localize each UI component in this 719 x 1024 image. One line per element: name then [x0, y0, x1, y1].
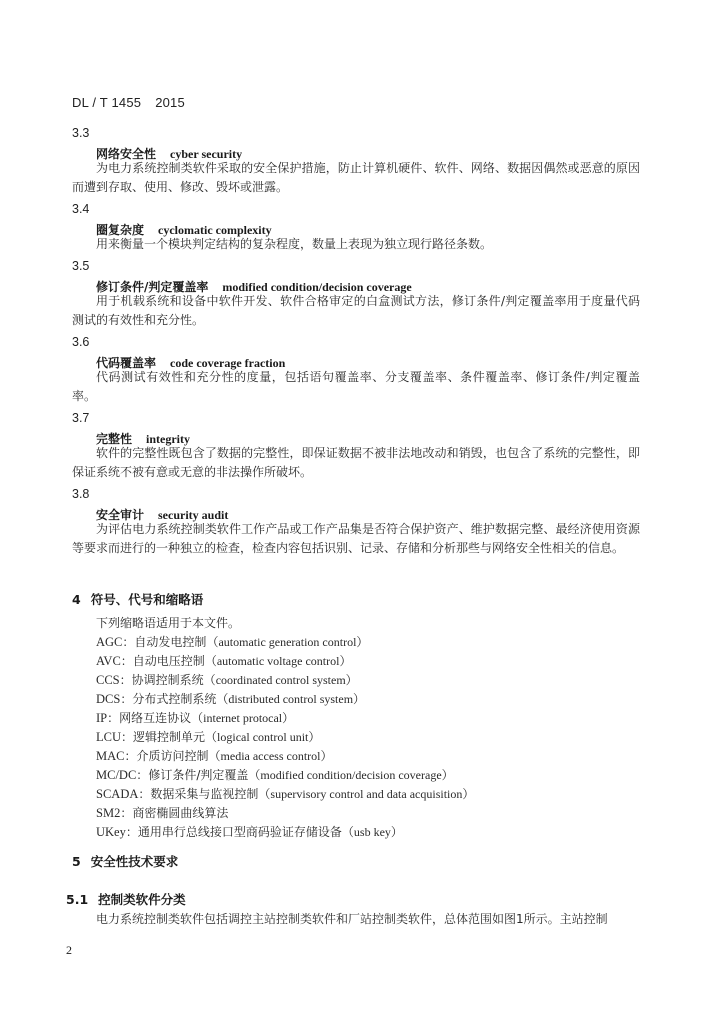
- term-en: modified condition/decision coverage: [222, 280, 412, 294]
- abbr-en: automatic voltage control: [216, 654, 340, 668]
- list-item: AGC：自动发电控制（automatic generation control）: [96, 635, 369, 649]
- abbr-cn: 分布式控制系统: [132, 692, 217, 706]
- abbr-cn: 商密椭圆曲线算法: [132, 806, 229, 820]
- standard-year: 2015: [155, 95, 185, 110]
- list-item: DCS：分布式控制系统（distributed control system）: [96, 692, 366, 706]
- list-item: SCADA：数据采集与监视控制（supervisory control and data acquisition）: [96, 787, 475, 801]
- term-definition: 为电力系统控制类软件采取的安全保护措施，防止计算机硬件、软件、网络、数据因偶然或恶意的原因而遭到存取、使用、修改、毁坏或泄露。: [72, 161, 640, 194]
- term-definition: 为评估电力系统控制类软件工作产品或工作产品集是否符合保护资产、维护数据完整、最经济使用资源等要求而进行的一种独立的检查，检查内容包括识别、记录、存储和分析那些与网络安全性相关的信息。: [72, 522, 640, 555]
- list-item: AVC：自动电压控制（automatic voltage control）: [96, 654, 352, 668]
- abbr-cn: 自动发电控制: [134, 635, 207, 649]
- term-en: integrity: [146, 432, 191, 446]
- term-cn: 修订条件/判定覆盖率: [96, 280, 209, 294]
- abbr-en: automatic generation control: [218, 635, 357, 649]
- abbr-en: coordinated control system: [215, 673, 346, 687]
- abbr-code: IP: [96, 711, 108, 725]
- section-number: 4: [72, 592, 81, 607]
- abbr-cn: 数据采集与监视控制: [150, 787, 259, 801]
- section-heading: [72, 852, 178, 870]
- list-item: SM2：商密椭圆曲线算法: [96, 806, 229, 820]
- abbr-en: media access control: [220, 749, 321, 763]
- section-title: 控制类软件分类: [98, 892, 186, 907]
- abbr-code: MAC: [96, 749, 125, 763]
- term-cn: 完整性: [96, 432, 133, 446]
- standard-number: DL / T 1455: [72, 95, 142, 110]
- list-item: CCS：协调控制系统（coordinated control system）: [96, 673, 358, 687]
- abbr-cn: 协调控制系统: [131, 673, 204, 687]
- abbreviation-list: [96, 633, 474, 842]
- abbr-code: MC/DC: [96, 768, 137, 782]
- term-number: 3.4: [72, 202, 90, 216]
- term-cn: 安全审计: [96, 508, 145, 522]
- list-item: MAC：介质访问控制（media access control）: [96, 749, 333, 763]
- abbr-code: LCU: [96, 730, 121, 744]
- term-number: 3.5: [72, 259, 90, 273]
- page-number: 2: [66, 943, 72, 957]
- list-item: IP：网络互连协议（internet protocal）: [96, 711, 295, 725]
- subsection-heading: [66, 890, 186, 908]
- abbr-en: internet protocal: [203, 711, 283, 725]
- list-item: UKey：通用串行总线接口型商码验证存储设备（usb key）: [96, 825, 403, 839]
- section-title: 安全性技术要求: [90, 854, 179, 869]
- term-definition: 代码测试有效性和充分性的度量，包括语句覆盖率、分支覆盖率、条件覆盖率、修订条件/判定覆盖率。: [72, 370, 640, 403]
- page-header: [72, 95, 185, 110]
- term-cn: 圈复杂度: [96, 223, 145, 237]
- abbr-en: logical control unit: [217, 730, 309, 744]
- abbr-cn: 逻辑控制单元: [133, 730, 206, 744]
- term-en: cyclomatic complexity: [158, 223, 272, 237]
- term-number: 3.6: [72, 335, 90, 349]
- abbr-en: supervisory control and data acquisition: [270, 787, 463, 801]
- section-intro: 下列缩略语适用于本文件。: [96, 616, 241, 630]
- abbr-code: CCS: [96, 673, 120, 687]
- abbr-en: distributed control system: [228, 692, 354, 706]
- list-item: MC/DC：修订条件/判定覆盖（modified condition/decision coverage）: [96, 768, 454, 782]
- section-number: 5: [72, 854, 81, 869]
- abbr-code: DCS: [96, 692, 121, 706]
- term-cn: 代码覆盖率: [96, 356, 157, 370]
- term-definition: 软件的完整性既包含了数据的完整性，即保证数据不被非法地改动和销毁，也包含了系统的完整性，即保证系统不被有意或无意的非法操作所破坏。: [72, 446, 640, 479]
- term-en: code coverage fraction: [170, 356, 286, 370]
- section-heading: [72, 590, 203, 608]
- abbr-code: SM2: [96, 806, 121, 820]
- term-en: cyber security: [170, 147, 243, 161]
- abbr-cn: 网络互连协议: [119, 711, 192, 725]
- section-number: 5.1: [66, 892, 89, 907]
- abbr-en: modified condition/decision coverage: [260, 768, 442, 782]
- abbr-cn: 修订条件/判定覆盖: [148, 768, 249, 782]
- term-definition: 用于机载系统和设备中软件开发、软件合格审定的白盒测试方法，修订条件/判定覆盖率用于度量代码测试的有效性和充分性。: [72, 294, 640, 327]
- term-cn: 网络安全性: [96, 147, 157, 161]
- term-definition: 用来衡量一个模块判定结构的复杂程度，数量上表现为独立现行路径条数。: [96, 237, 493, 251]
- abbr-code: SCADA: [96, 787, 139, 801]
- term-number: 3.7: [72, 411, 90, 425]
- list-item: LCU：逻辑控制单元（logical control unit）: [96, 730, 321, 744]
- section-title: 符号、代号和缩略语: [90, 592, 204, 607]
- abbr-code: AGC: [96, 635, 123, 649]
- abbr-code: UKey: [96, 825, 126, 839]
- abbr-cn: 通用串行总线接口型商码验证存储设备: [137, 825, 342, 839]
- term-number: 3.8: [72, 487, 90, 501]
- abbr-code: AVC: [96, 654, 121, 668]
- abbr-cn: 自动电压控制: [132, 654, 205, 668]
- term-number: 3.3: [72, 126, 90, 140]
- abbr-en: usb key: [353, 825, 391, 839]
- term-en: security audit: [158, 508, 229, 522]
- section-paragraph: 电力系统控制类软件包括调控主站控制类软件和厂站控制类软件，总体范围如图1所示。主站控制: [96, 912, 608, 926]
- abbr-cn: 介质访问控制: [136, 749, 209, 763]
